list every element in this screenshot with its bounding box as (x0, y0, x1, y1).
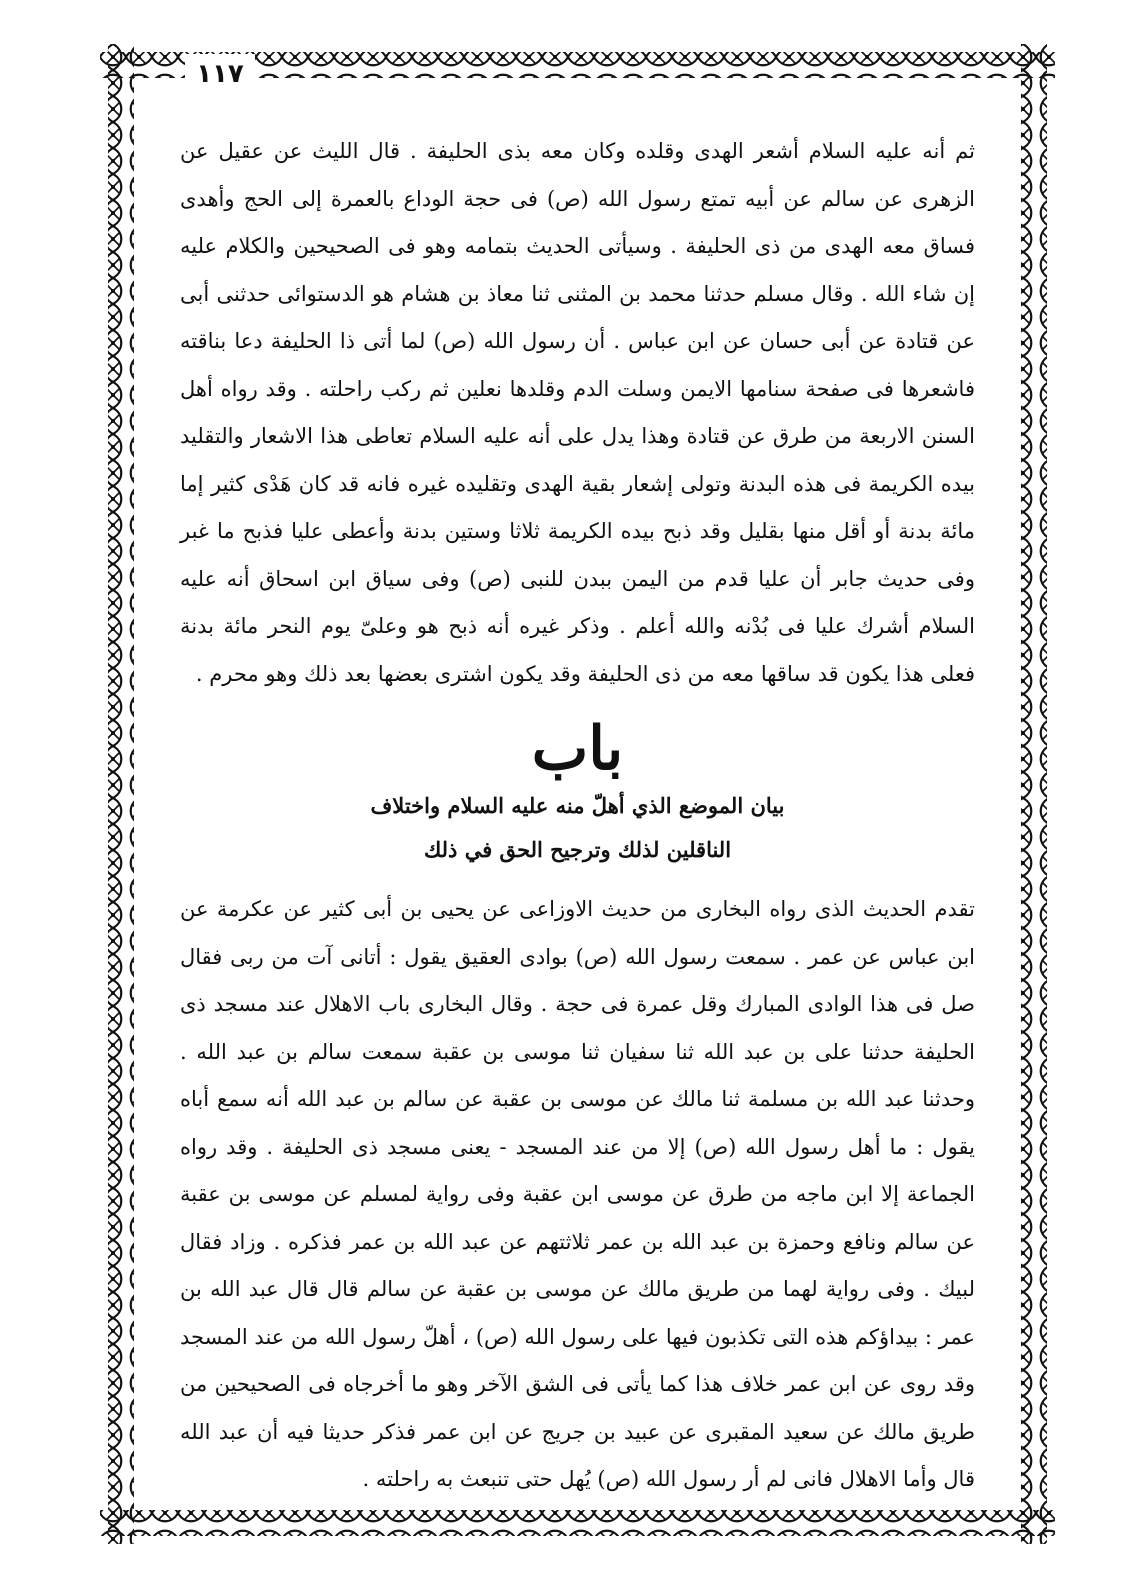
chapter-title: باب (531, 714, 624, 784)
first-paragraph: ثم أنه عليه السلام أشعر الهدى وقلده وكان معه بذى الحليفة . قال الليث عن عقيل عن الزهرى عن سالم عن أبيه تمتع رسول الله (ص) فى حجة الوداع بالعمرة إلى الحج وأهدى فساق معه الهدى من ذى الحليفة . وسيأتى الحديث بتمامه وهو فى الصحيحين والكلام عليه إن شاء الله . وقال مسلم حدثنا محمد بن المثنى ثنا معاذ بن هشام هو الدستوائى حدثنى أبى عن قتادة عن أبى حسان عن ابن عباس . أن رسول الله (ص) لما أتى ذا الحليفة دعا بناقته فاشعرها فى صفحة سنامها الايمن وسلت الدم وقلدها نعلين ثم ركب راحلته . وقد رواه أهل السنن الاربعة من طرق عن قتادة وهذا يدل على أنه عليه السلام تعاطى هذا الاشعار والتقليد بيده الكريمة فى هذه البدنة وتولى إشعار بقية الهدى وتقليده غيره فانه قد كان هَدْى كثير إما مائة بدنة أو أقل منها بقليل وقد ذبح بيده الكريمة ثلاثا وستين بدنة وأعطى عليا فذبح ما غبر وفى حديث جابر أن عليا قدم من اليمن ببدن للنبى (ص) وفى سياق ابن اسحاق أنه عليه السلام أشرك عليا فى بُدْنه والله أعلم . وذكر غيره أنه ذبح هو وعلىّ يوم النحر مائة بدنة فعلى هذا يكون قد ساقها معه من ذى الحليفة وقد يكون اشترى بعضها بعد ذلك وهو محرم . (180, 139, 975, 686)
border-right (1021, 44, 1047, 1544)
page-number: ١١٧ (185, 54, 255, 94)
second-paragraph: تقدم الحديث الذى رواه البخارى من حديث الاوزاعى عن يحيى بن أبى كثير عن عكرمة عن ابن عباس عن عمر . سمعت رسول الله (ص) بوادى العقيق يقول : أتانى آت من ربى فقال صل فى هذا الوادى المبارك وقل عمرة فى حجة . وقال البخارى باب الاهلال عند مسجد ذى الحليفة حدثنا على بن عبد الله ثنا سفيان ثنا موسى بن عقبة سمعت سالم بن عبد الله . وحدثنا عبد الله بن مسلمة ثنا مالك عن موسى بن عقبة عن سالم بن عبد الله أنه سمع أباه يقول : ما أهل رسول الله (ص) إلا من عند المسجد - يعنى مسجد ذى الحليفة . وقد رواه الجماعة إلا ابن ماجه من طرق عن موسى ابن عقبة وفى رواية لمسلم عن موسى بن عقبة عن سالم ونافع وحمزة بن عبد الله بن عمر ثلاثتهم عن عبد الله بن عمر فذكره . وزاد فقال لبيك . وفى رواية لهما من طريق مالك عن موسى بن عقبة عن سالم قال قال عبد الله بن عمر : بيداؤكم هذه التى تكذبون فيها على رسول الله (ص) ، أهلّ رسول الله من عند المسجد وقد روى عن ابن عمر خلاف هذا كما يأتى فى الشق الآخر وهو ما أخرجاه فى الصحيحين من طريق مالك عن سعيد المقبرى عن عبيد بن جريج عن ابن عمر فذكر حديثا فيه أن عبد الله قال وأما الاهلال فانى لم أر رسول الله (ص) يُهل حتى تنبعث به راحلته . (180, 897, 975, 1491)
page-text (180, 128, 975, 1518)
border-left (108, 44, 134, 1544)
chapter-heading (180, 714, 975, 872)
chapter-subtitle-line1: بيان الموضع الذي أهلّ منه عليه السلام واختلاف (370, 793, 785, 818)
chapter-subtitle-line2: الناقلين لذلك وترجيح الحق في ذلك (423, 837, 732, 862)
